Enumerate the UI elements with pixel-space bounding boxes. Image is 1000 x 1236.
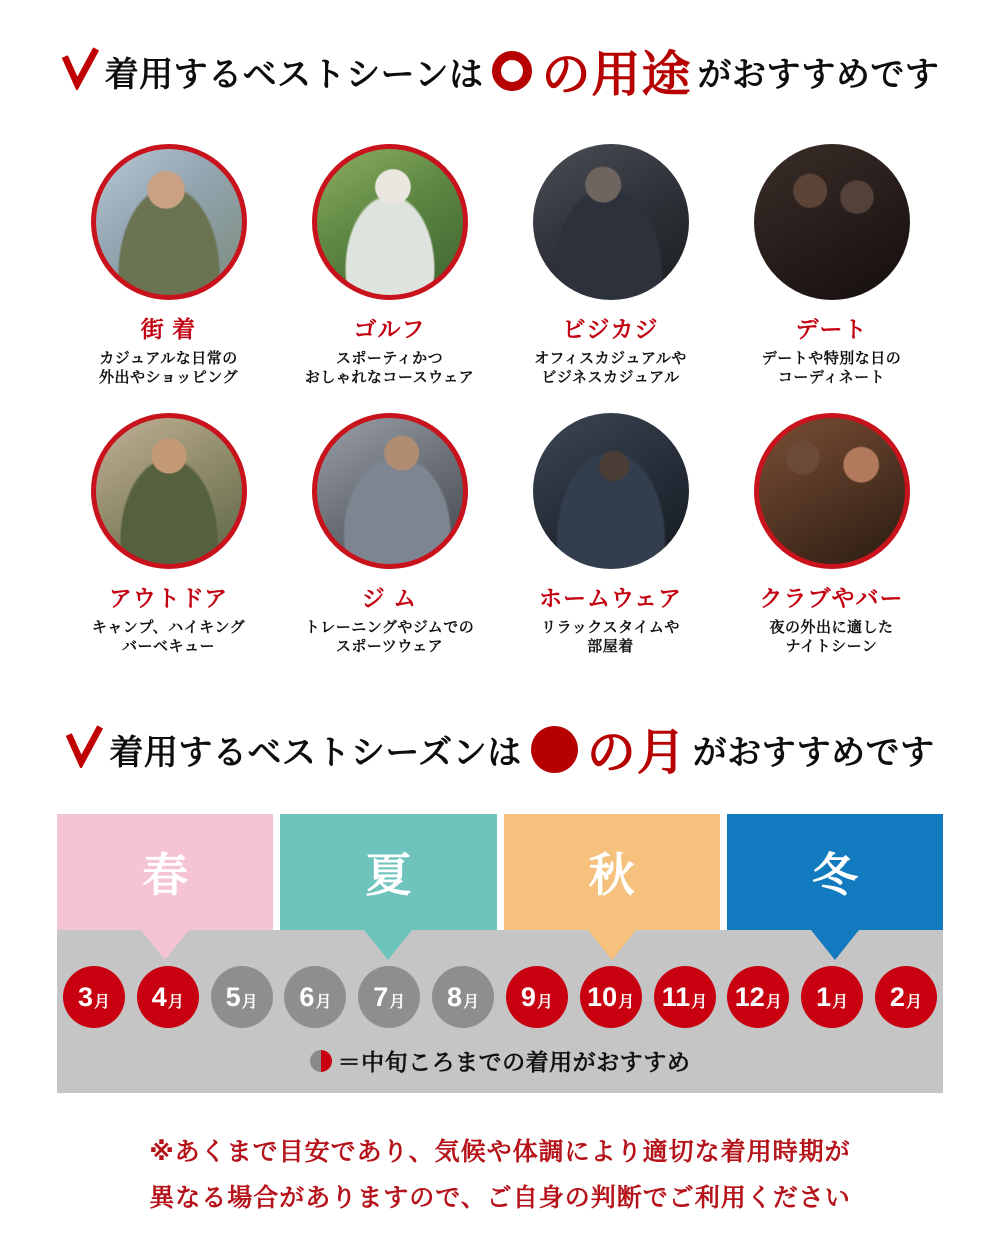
scene-desc <box>500 349 721 387</box>
scene-desc <box>721 618 942 656</box>
scene-desc-line: コーディネート <box>777 369 886 386</box>
month-suffix: 月 <box>765 993 782 1011</box>
month-number: 4 <box>151 981 167 1012</box>
scene-desc-line: 外出やショッピング <box>99 369 238 386</box>
best-scene-section <box>0 36 1000 656</box>
scene-desc-line: カジュアルな日常の <box>99 350 238 367</box>
scene-item-golf <box>279 144 500 387</box>
best-scene-heading <box>0 36 1000 106</box>
half-month-legend-icon <box>310 1050 332 1072</box>
month-number: 2 <box>889 981 905 1012</box>
scene-photo-bizcasual <box>533 144 689 300</box>
scene-label: デート <box>795 316 868 342</box>
month-jul <box>358 966 420 1028</box>
scene-item-date <box>721 144 942 387</box>
heading-highlight: の月 <box>586 726 687 780</box>
disclaimer-line: ※あくまで目安であり、気候や体調により適切な着用時期が <box>149 1138 851 1166</box>
scene-desc-line: おしゃれなコースウェア <box>304 369 475 386</box>
scene-photo-golf <box>312 144 468 300</box>
scene-desc-line: スポーツウェア <box>335 638 444 655</box>
scene-desc <box>721 349 942 387</box>
month-may <box>211 966 273 1028</box>
dot-mark-symbol <box>531 726 578 773</box>
heading-text: がおすすめです <box>692 733 935 772</box>
scene-desc <box>58 618 279 656</box>
month-suffix: 月 <box>536 993 553 1011</box>
month-number: 1 <box>816 981 832 1012</box>
month-jun <box>284 966 346 1028</box>
month-row <box>63 966 937 1028</box>
scene-desc-line: 夜の外出に適した <box>769 619 894 636</box>
month-suffix: 月 <box>241 993 258 1011</box>
season-label: 冬 <box>811 849 858 901</box>
scene-label: アウトドア <box>108 585 229 611</box>
scene-photo-date <box>754 144 910 300</box>
season-arrow-down-icon <box>811 930 859 960</box>
scene-desc <box>279 349 500 387</box>
scene-label: ゴルフ <box>353 316 426 342</box>
month-number: 10 <box>587 981 618 1012</box>
month-suffix: 月 <box>832 993 849 1011</box>
scene-desc <box>58 349 279 387</box>
scene-item-homewear <box>500 413 721 656</box>
month-dec <box>727 966 789 1028</box>
scene-desc-line: 部屋着 <box>587 638 634 655</box>
disclaimer-line: 異なる場合がありますので、ご自身の判断でご利用ください <box>149 1184 851 1212</box>
scene-item-city <box>58 144 279 387</box>
scene-desc <box>500 618 721 656</box>
month-number: 8 <box>447 981 463 1012</box>
month-number: 3 <box>77 981 93 1012</box>
month-number: 7 <box>373 981 389 1012</box>
season-arrow-down-icon <box>141 930 189 960</box>
month-suffix: 月 <box>691 993 708 1011</box>
scene-desc <box>279 618 500 656</box>
month-suffix: 月 <box>315 993 332 1011</box>
scene-photo-clubbar <box>754 413 910 569</box>
season-label: 夏 <box>365 849 412 901</box>
scene-photo-city <box>91 144 247 300</box>
month-suffix: 月 <box>463 993 480 1011</box>
scene-desc-line: デートや特別な日の <box>761 350 902 367</box>
scene-label: ジ ム <box>361 585 418 611</box>
scene-photo-outdoor <box>91 413 247 569</box>
scene-item-outdoor <box>58 413 279 656</box>
month-number: 12 <box>734 981 765 1012</box>
scene-item-bizcasual <box>500 144 721 387</box>
scene-item-gym <box>279 413 500 656</box>
season-label: 秋 <box>588 849 635 901</box>
month-aug <box>432 966 494 1028</box>
scene-desc-line: トレーニングやジムでの <box>304 619 475 636</box>
season-band-summer <box>280 814 496 930</box>
heading-highlight: の用途 <box>541 48 692 102</box>
scene-label: クラブやバー <box>759 585 904 611</box>
disclaimer <box>0 1129 1000 1221</box>
season-label: 春 <box>142 849 189 901</box>
month-number: 9 <box>520 981 536 1012</box>
scene-desc-line: キャンプ、ハイキング <box>91 619 246 636</box>
scene-photo-gym <box>312 413 468 569</box>
month-mar <box>63 966 125 1028</box>
legend <box>63 1044 937 1077</box>
best-season-section <box>0 714 1000 1093</box>
scene-desc-line: オフィスカジュアルや <box>534 350 687 367</box>
scene-photo-homewear <box>533 413 689 569</box>
month-apr <box>137 966 199 1028</box>
month-feb <box>875 966 937 1028</box>
month-sep <box>506 966 568 1028</box>
month-number: 11 <box>661 981 691 1012</box>
legend-text: ＝中旬ころまでの着用がおすすめ <box>337 1049 691 1075</box>
checkmark-icon <box>65 722 103 768</box>
scene-label: ホームウェア <box>538 585 683 611</box>
season-arrow-down-icon <box>364 930 412 960</box>
scene-desc-line: バーベキュー <box>121 638 215 655</box>
heading-text: がおすすめです <box>697 55 940 94</box>
month-oct <box>580 966 642 1028</box>
best-season-heading <box>0 714 1000 784</box>
scene-grid <box>58 144 942 656</box>
checkmark-icon <box>61 44 99 90</box>
heading-text: 着用するベストシーズンは <box>109 733 522 772</box>
month-number: 6 <box>299 981 315 1012</box>
scene-desc-line: ビジネスカジュアル <box>541 369 680 386</box>
month-suffix: 月 <box>167 993 184 1011</box>
scene-label: 街 着 <box>140 316 197 342</box>
heading-text: 着用するベストシーンは <box>104 55 484 94</box>
month-nov <box>654 966 716 1028</box>
month-jan <box>801 966 863 1028</box>
season-band-spring <box>57 814 273 930</box>
scene-item-clubbar <box>721 413 942 656</box>
circle-mark-symbol <box>492 51 532 91</box>
scene-label: ビジカジ <box>562 316 659 342</box>
scene-desc-line: ナイトシーン <box>785 638 878 655</box>
season-arrow-down-icon <box>588 930 636 960</box>
month-suffix: 月 <box>618 993 635 1011</box>
month-suffix: 月 <box>905 993 922 1011</box>
scene-desc-line: リラックスタイムや <box>541 619 680 636</box>
scene-desc-line: スポーティかつ <box>335 350 444 367</box>
season-band-winter <box>727 814 943 930</box>
season-chart <box>57 814 943 1093</box>
season-bands <box>57 814 943 930</box>
season-band-autumn <box>504 814 720 930</box>
month-suffix: 月 <box>94 993 111 1011</box>
month-suffix: 月 <box>389 993 406 1011</box>
month-number: 5 <box>225 981 241 1012</box>
